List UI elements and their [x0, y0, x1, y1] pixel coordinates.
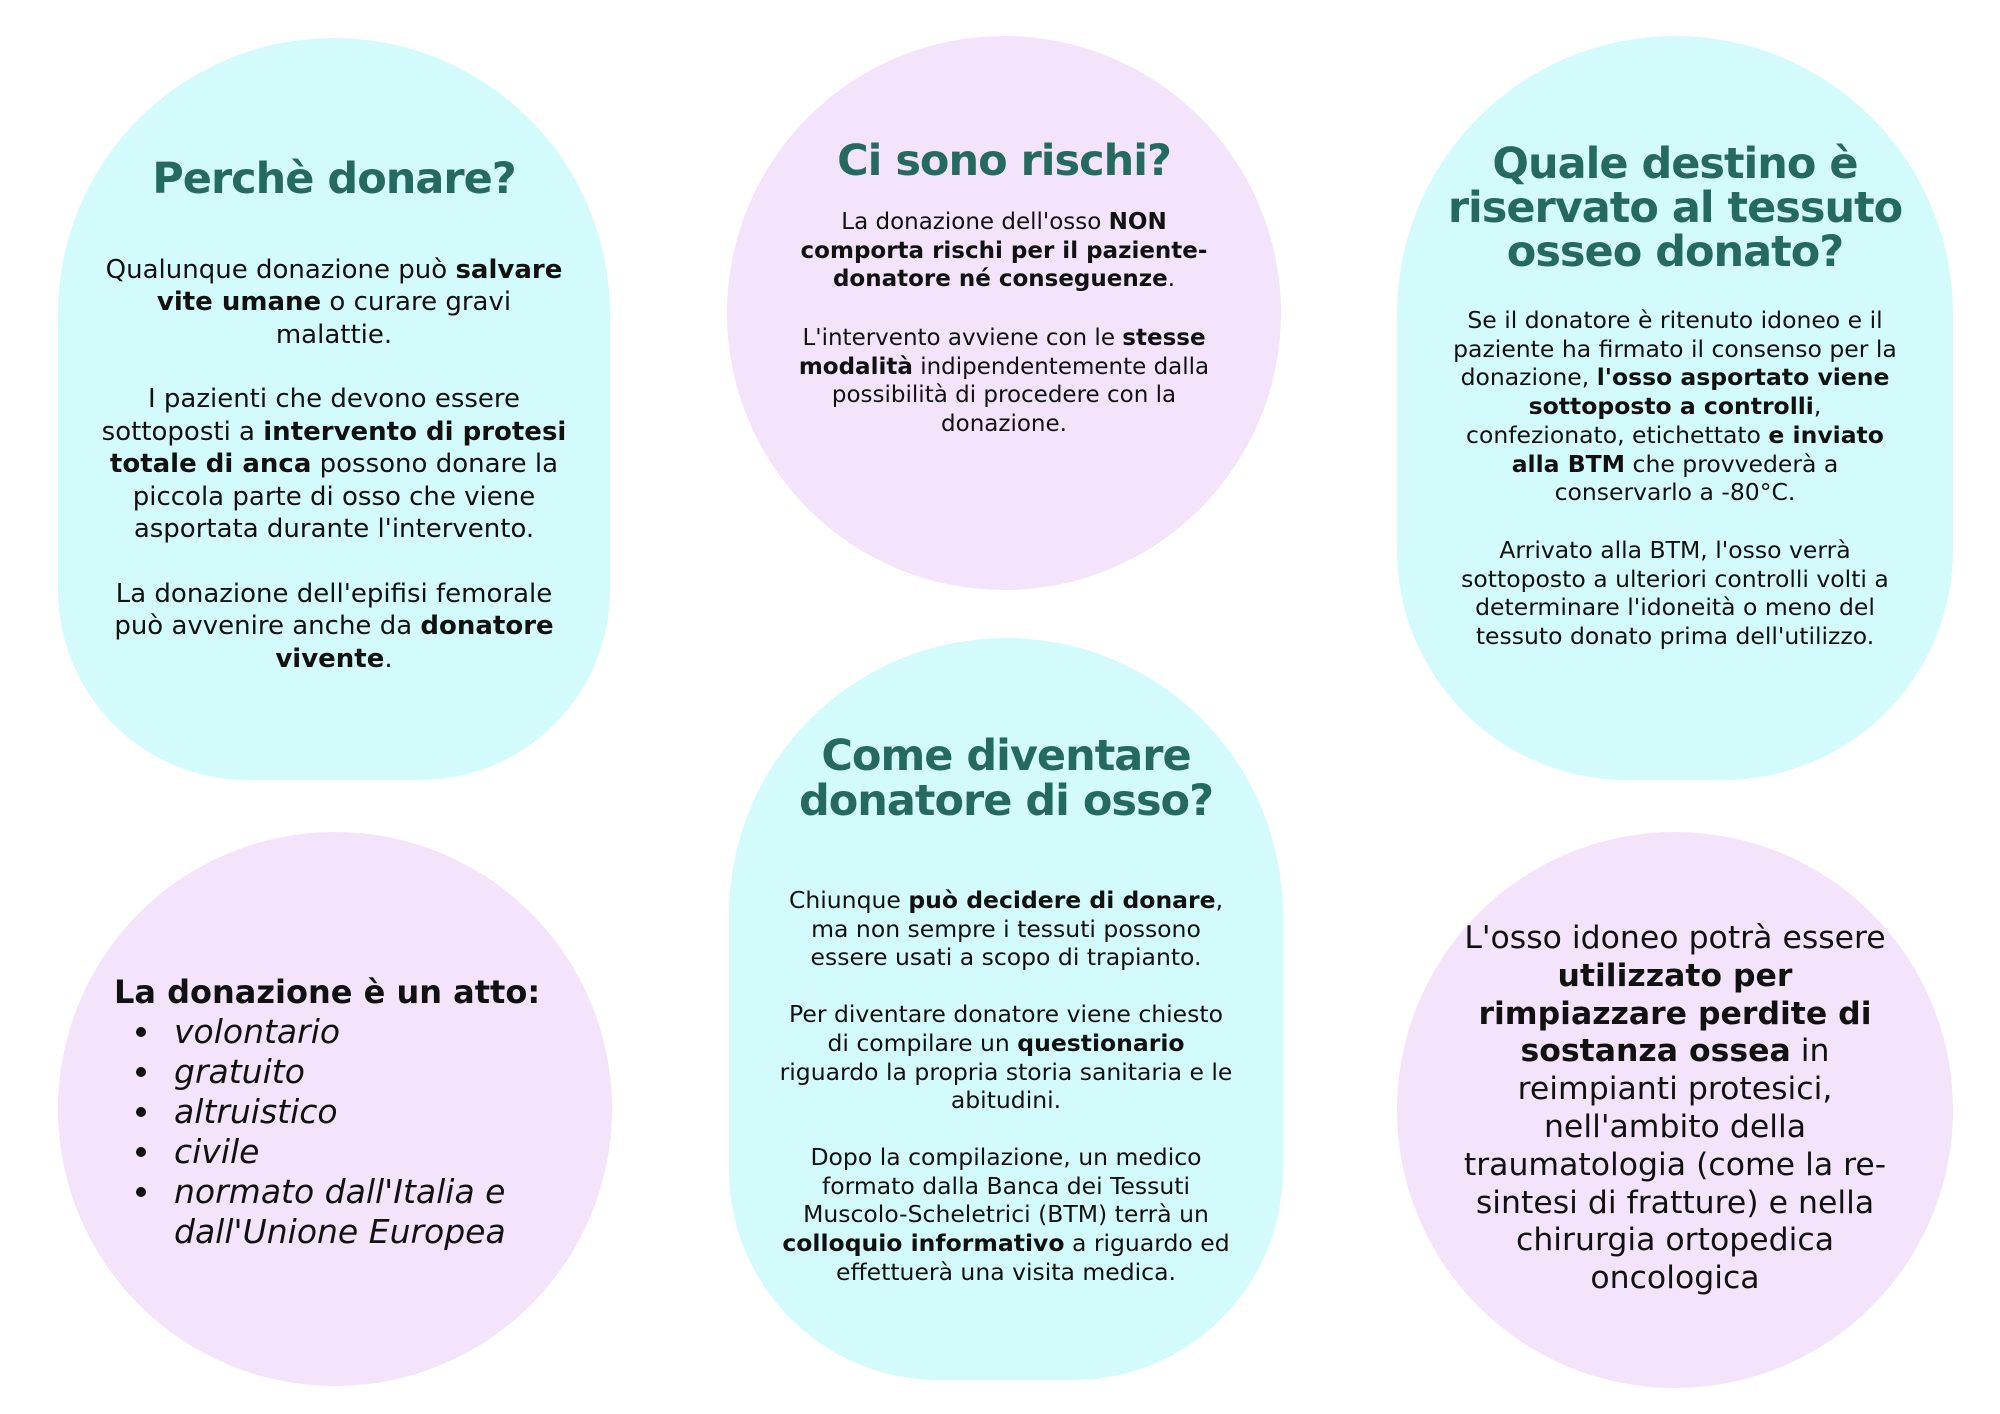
- text: in reimpianti protesici, nell'ambito della traumatologia (come la re-sintesi di fratture) e nella chirurgia ortopedica oncologica: [1463, 1033, 1887, 1297]
- text: o curare gravi malattie.: [275, 287, 512, 350]
- text: riguardo la propria storia sanitaria e le abitudini.: [779, 1057, 1233, 1115]
- bone-use-text: [1457, 920, 1893, 1298]
- why-para-2: [96, 383, 572, 546]
- bold-text: salvare vite umane: [156, 254, 563, 318]
- bold-text: questionario: [1017, 1028, 1185, 1057]
- text: L'intervento avviene con le: [802, 324, 1115, 351]
- bold-text: e inviato alla BTM: [1511, 420, 1884, 478]
- text: possono donare la piccola parte di osso che viene asportata durante l'intervento.: [132, 449, 559, 545]
- bold-text: l'osso asportato viene sottoposto a controlli: [1528, 363, 1890, 421]
- bold-text: può decidere di donare: [908, 886, 1216, 914]
- bone-fate-title: Quale destino è riservato al tessuto osseo donato?: [1447, 139, 1903, 277]
- list-item: civile: [174, 1132, 612, 1172]
- text: che provvederà a conservarlo a -80°C.: [1554, 449, 1839, 507]
- bold-text: colloquio informativo: [782, 1229, 1065, 1258]
- text: indipendentemente dalla possibilità di procedere con la donazione.: [831, 353, 1210, 438]
- why-para-1: [96, 254, 572, 352]
- become-donor-title: Come diventare donatore di osso?: [798, 731, 1214, 826]
- list-item: volontario: [174, 1012, 612, 1052]
- card-risks: [727, 36, 1281, 590]
- text: Se il donatore è ritenuto idoneo e il paziente ha firmato il consenso per la donazione,: [1453, 306, 1897, 392]
- fate-para-2: Arrivato alla BTM, l'osso verrà sottoposto a ulteriori controlli volti a determinare l'idoneità o meno del tessuto donato prima dell'utilizzo.: [1461, 535, 1889, 651]
- text: , confezionato, etichettato: [1466, 392, 1822, 449]
- risks-para-2: [797, 324, 1211, 439]
- why-donate-body: [96, 254, 572, 676]
- bold-text: NON comporta rischi per il paziente-donatore né conseguenze: [800, 208, 1208, 293]
- donation-act-list: [114, 1012, 612, 1252]
- text: , ma non sempre i tessuti possono essere usati a scopo di trapianto.: [810, 886, 1224, 972]
- list-item: altruistico: [174, 1092, 612, 1132]
- risks-para-1: [797, 208, 1211, 294]
- card-why-donate: [58, 38, 610, 780]
- fate-para-1: [1453, 306, 1897, 507]
- risks-title: Ci sono rischi?: [837, 136, 1171, 186]
- card-donation-act: [58, 832, 612, 1386]
- how-para-1: [775, 886, 1237, 972]
- bone-fate-body: [1433, 306, 1917, 651]
- text: Per diventare donatore viene chiesto di compilare un: [789, 1000, 1223, 1057]
- card-bone-use: [1397, 832, 1953, 1388]
- text: .: [384, 643, 393, 674]
- bold-text: stesse modalità: [798, 324, 1206, 380]
- donation-act-title: La donazione è un atto:: [114, 973, 541, 1011]
- text: a riguardo ed effettuerà una visita medica.: [836, 1229, 1230, 1286]
- risks-body: [797, 208, 1211, 439]
- text: Chiunque: [788, 886, 901, 914]
- text: L'osso idoneo potrà essere: [1464, 920, 1886, 956]
- text: La donazione dell'osso: [841, 208, 1102, 235]
- list-item: gratuito: [174, 1052, 612, 1092]
- text: La donazione dell'epifisi femorale può avvenire anche da: [114, 578, 553, 642]
- how-para-3: [775, 1143, 1237, 1287]
- bold-text: utilizzato per rimpiazzare perdite di sostanza ossea: [1478, 957, 1872, 1070]
- text: Dopo la compilazione, un medico formato dalla Banca dei Tessuti Muscolo-Scheletrici (BTM) terrà un: [803, 1142, 1209, 1229]
- how-para-2: [775, 1000, 1237, 1115]
- become-donor-body: [775, 886, 1237, 1286]
- card-bone-fate: [1397, 36, 1953, 780]
- card-become-donor: [729, 638, 1283, 1380]
- text: Qualunque donazione può: [105, 254, 448, 285]
- list-item: normato dall'Italia e dall'Unione Europea: [174, 1172, 612, 1252]
- bold-text: donatore vivente: [275, 611, 554, 674]
- text: I pazienti che devono essere sottoposti a: [101, 384, 521, 447]
- why-donate-title: Perchè donare?: [152, 154, 516, 204]
- why-para-3: [96, 578, 572, 676]
- bold-text: intervento di protesi totale di anca: [109, 416, 567, 480]
- text: .: [1167, 266, 1176, 293]
